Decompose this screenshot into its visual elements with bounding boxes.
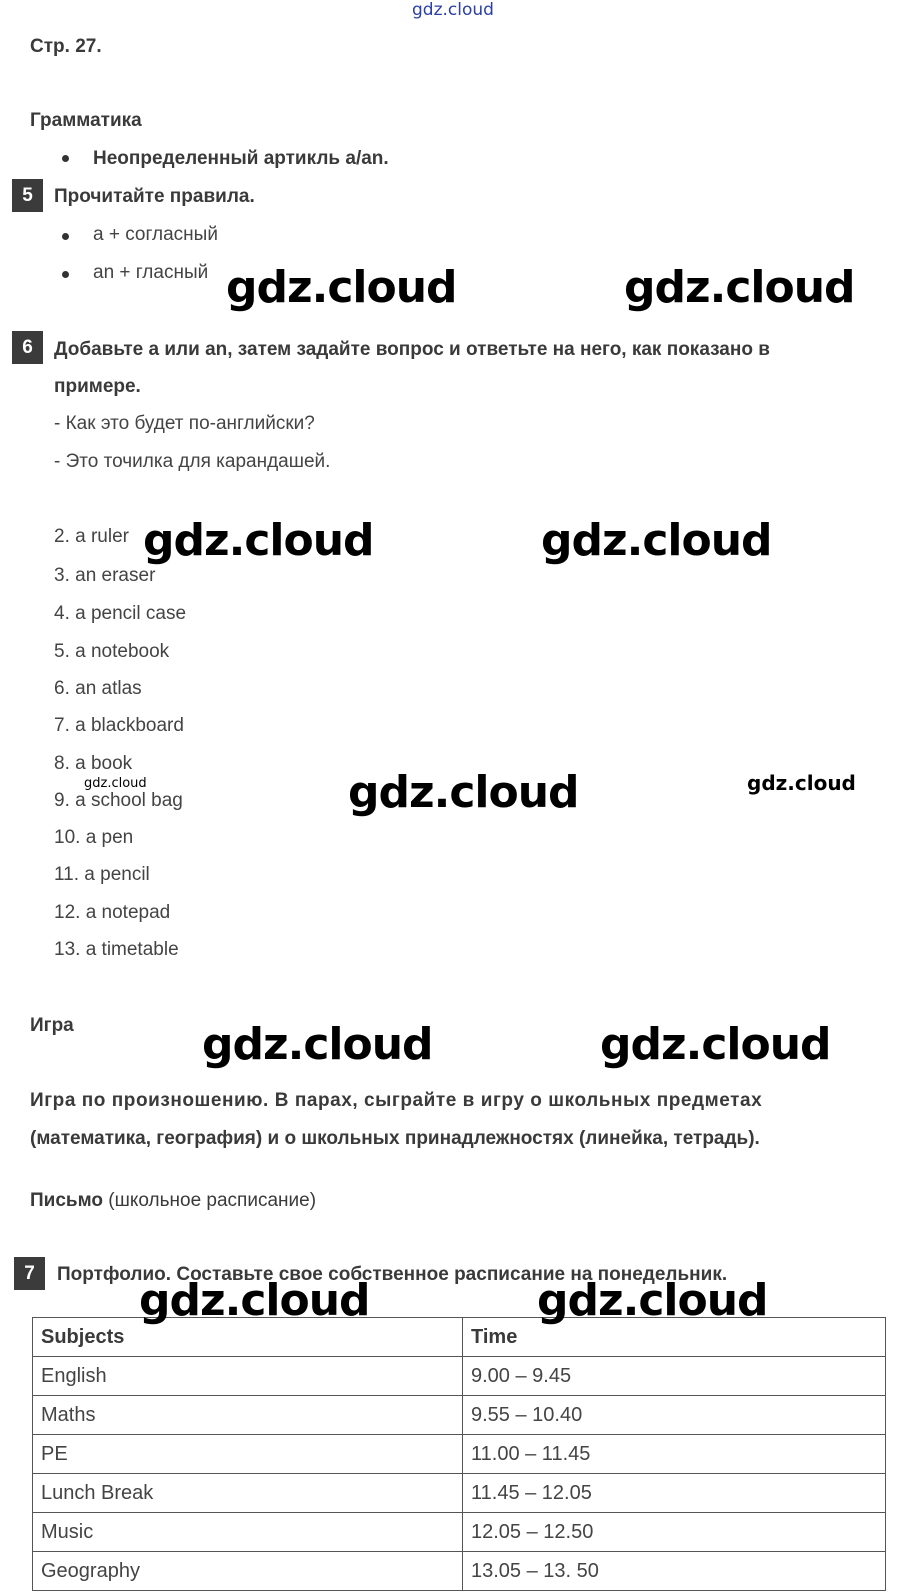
list-item: 11. a pencil	[54, 864, 150, 885]
bullet-icon	[62, 155, 69, 162]
watermark: gdz.cloud	[202, 1019, 433, 1070]
table-row	[33, 1474, 886, 1513]
table-cell: English	[33, 1357, 463, 1396]
exercise-number-badge: 5	[12, 179, 43, 212]
game-heading: Игра	[30, 1015, 74, 1036]
writing-heading-bold: Письмо	[30, 1190, 103, 1211]
watermark: gdz.cloud	[226, 262, 457, 313]
list-item: 2. a ruler	[54, 526, 129, 547]
table-header-cell: Subjects	[33, 1318, 463, 1357]
exercise-title-line1: Добавьте a или an, затем задайте вопрос и ответьте на него, как показано в	[54, 339, 770, 360]
watermark: gdz.cloud	[747, 771, 856, 795]
list-item: 12. a notepad	[54, 902, 171, 923]
list-item: 13. a timetable	[54, 939, 179, 960]
example-answer: - Это точилка для карандашей.	[54, 451, 331, 472]
table-cell: Maths	[33, 1396, 463, 1435]
watermark-top: gdz.cloud	[412, 0, 494, 20]
table-row	[33, 1435, 886, 1474]
watermark: gdz.cloud	[537, 1275, 768, 1326]
table-cell: 11.00 – 11.45	[463, 1435, 886, 1474]
watermark: gdz.cloud	[624, 262, 855, 313]
watermark: gdz.cloud	[143, 515, 374, 566]
grammar-heading: Грамматика	[30, 110, 142, 131]
table-cell: 13.05 – 13. 50	[463, 1552, 886, 1591]
exercise-number-badge: 7	[14, 1257, 45, 1290]
table-header-cell: Time	[463, 1318, 886, 1357]
table-cell: Geography	[33, 1552, 463, 1591]
table-cell: 9.55 – 10.40	[463, 1396, 886, 1435]
bullet-icon	[62, 233, 69, 240]
writing-heading	[30, 1190, 316, 1212]
watermark: gdz.cloud	[348, 767, 579, 818]
rule-item: a + согласный	[93, 224, 218, 245]
list-item: 4. a pencil case	[54, 603, 187, 624]
table-row	[33, 1513, 886, 1552]
page-reference: Стр. 27.	[30, 36, 102, 57]
example-question: - Как это будет по-английски?	[54, 413, 315, 434]
list-item: 7. a blackboard	[54, 715, 184, 736]
list-item: 10. a pen	[54, 827, 134, 848]
table-row	[33, 1396, 886, 1435]
list-item: 9. a school bag	[54, 790, 183, 811]
writing-heading-rest: (школьное расписание)	[103, 1190, 317, 1211]
watermark: gdz.cloud	[600, 1019, 831, 1070]
bullet-icon	[62, 271, 69, 278]
grammar-bullet-text: Неопределенный артикль a/an.	[93, 148, 389, 169]
table-row	[33, 1552, 886, 1591]
table-cell: 11.45 – 12.05	[463, 1474, 886, 1513]
list-item: 5. a notebook	[54, 641, 170, 662]
list-item: 3. an eraser	[54, 565, 156, 586]
exercise-title: Портфолио. Составьте свое собственное расписание на понедельник.	[57, 1264, 728, 1285]
table-cell: Music	[33, 1513, 463, 1552]
list-item: 6. an atlas	[54, 678, 142, 699]
table-cell: Lunch Break	[33, 1474, 463, 1513]
exercise-number-badge: 6	[12, 331, 43, 364]
game-text-line1: Игра по произношению. В парах, сыграйте в игру о школьных предметах	[30, 1090, 763, 1111]
game-text-line2: (математика, география) и о школьных принадлежностях (линейка, тетрадь).	[30, 1128, 760, 1149]
exercise-title-line2: примере.	[54, 376, 141, 397]
list-item: 8. a book	[54, 753, 133, 774]
watermark: gdz.cloud	[139, 1275, 370, 1326]
watermark: gdz.cloud	[541, 515, 772, 566]
exercise-title: Прочитайте правила.	[54, 186, 255, 207]
table-cell: 12.05 – 12.50	[463, 1513, 886, 1552]
watermark: gdz.cloud	[84, 776, 147, 791]
table-cell: 9.00 – 9.45	[463, 1357, 886, 1396]
rule-item: an + гласный	[93, 262, 209, 283]
table-cell: PE	[33, 1435, 463, 1474]
table-row	[33, 1357, 886, 1396]
timetable	[32, 1317, 886, 1591]
